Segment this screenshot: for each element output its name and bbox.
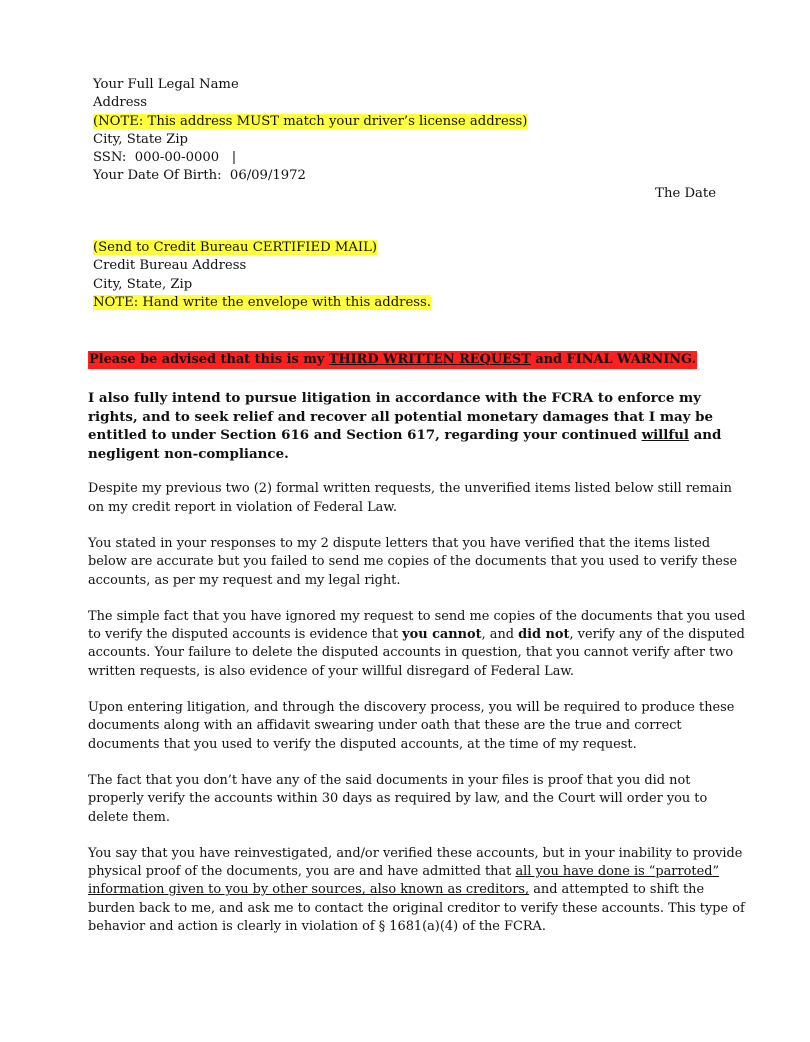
p6-parroted: all you have done is “parroted” information given to you by other sources, also known as creditors, (88, 864, 720, 898)
p3-did-not: did not (518, 627, 570, 643)
sender-name: Your Full Legal Name (93, 77, 239, 92)
p3-text-3: , verify any of the disputed accounts. Your failure to delete the disputed accounts in question, that you cannot verify after two written requests, is also evidence of your willful disregard of Federal Law. (88, 627, 745, 679)
p3-you-cannot: you cannot (402, 627, 482, 643)
sender-address: Address (93, 95, 148, 111)
warning-prefix: Please be advised that this is my (89, 352, 329, 367)
warning-suffix: and FINAL WARNING. (530, 352, 697, 367)
paragraph-unverified-items: Despite my previous two (2) formal written requests, the unverified items listed below still remain on my credit report in violation of Federal Law. (88, 481, 732, 515)
paragraph-ignored-request (88, 608, 748, 681)
p6-text-1: You say that you have reinvestigated, and/or verified these accounts, but in your inability to provide physical proof of the documents, you are and have admitted that (88, 845, 743, 880)
p6-text-2: and attempted to shift the burden back to me, and ask me to contact the original creditor to verify these accounts. This type of behavior and action is clearly in violation of § 1681(a)(4) of the FCRA. (88, 882, 745, 935)
final-warning-banner (88, 351, 697, 369)
address-note-highlight: (NOTE: This address MUST match your driver’s license address) (93, 113, 528, 129)
letter-body (88, 348, 748, 954)
sender-block (93, 76, 527, 186)
envelope-note: NOTE: Hand write the envelope with this address. (93, 294, 431, 310)
sender-ssn: SSN: 000-00-0000 | (93, 150, 237, 166)
p3-text-1: The simple fact that you have ignored my request to send me copies of the documents that you used to verify the disputed accounts is evidence that (88, 608, 746, 643)
paragraph-missing-documents: The fact that you don’t have any of the said documents in your files is proof that you did not properly verify the accounts within 30 days as required by law, and the Court will order you to delete them. (88, 772, 708, 825)
recipient-block (93, 239, 431, 312)
p3-text-2: , and (481, 627, 519, 643)
sender-city-state-zip: City, State Zip (93, 131, 189, 147)
litigation-text-2: and negligent non-compliance. (88, 427, 722, 462)
litigation-text-1: I also fully intend to pursue litigation in accordance with the FCRA to enforce my rights, and to seek relief and recover all potential monetary damages that I may be entitled to under Section 616 and Section 617, regarding your continued (88, 390, 713, 444)
litigation-willful: willful (641, 427, 689, 444)
paragraph-verification-claims: You stated in your responses to my 2 dispute letters that you have verified that the items listed below are accurate but you failed to send me copies of the documents that you used to verify these accounts, as per my request and my legal right. (88, 535, 738, 588)
recipient-city-state-zip: City, State, Zip (93, 276, 193, 292)
certified-mail-note: (Send to Credit Bureau CERTIFIED MAIL) (93, 240, 378, 255)
sender-dob: Your Date Of Birth: 06/09/1972 (93, 168, 306, 184)
recipient-address: Credit Bureau Address (93, 258, 247, 274)
letter-date: The Date (655, 186, 716, 201)
litigation-paragraph (88, 389, 748, 463)
warning-emphasis: THIRD WRITTEN REQUEST (328, 352, 531, 367)
paragraph-parroted-information (88, 845, 748, 936)
paragraph-litigation-discovery: Upon entering litigation, and through the discovery process, you will be required to produce these documents along with an affidavit swearing under oath that these are the true and correct documents that you used to verify the disputed accounts, at the time of my request. (88, 700, 735, 752)
